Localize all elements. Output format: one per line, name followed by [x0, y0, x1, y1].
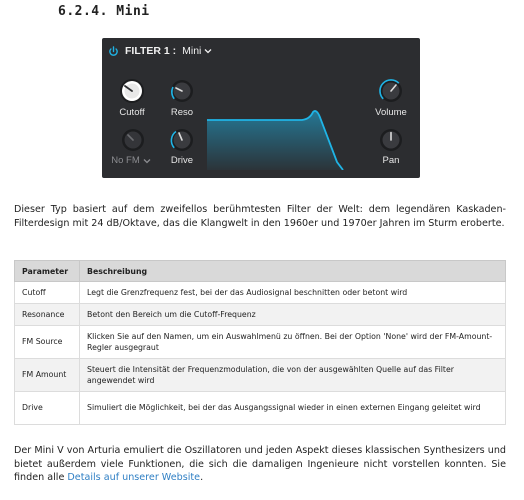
desc-cell: Steuert die Intensität der Frequenzmodulation, die von der ausgewählten Quelle auf das Filter angewendet wird: [80, 359, 506, 392]
fm-amount-knob[interactable]: [121, 128, 145, 152]
outro-paragraph: [14, 444, 506, 485]
desc-cell: Betont den Bereich um die Cutoff-Frequenz: [80, 304, 506, 326]
desc-cell: Simuliert die Möglichkeit, bei der das Ausgangssignal wieder in einen externen Eingang geleitet wird: [80, 392, 506, 425]
power-icon[interactable]: [108, 46, 119, 57]
drive-knob[interactable]: [170, 128, 194, 152]
table-header-row: [15, 261, 506, 282]
param-cell: FM Source: [15, 326, 80, 359]
fm-source-dropdown[interactable]: [106, 155, 156, 166]
volume-label: Volume: [375, 107, 407, 118]
pan-knob[interactable]: [379, 128, 403, 152]
filter-type-label: Mini: [182, 45, 202, 57]
cutoff-label: Cutoff: [119, 107, 145, 118]
reso-label: Reso: [170, 107, 194, 118]
table-row: [15, 326, 506, 359]
filter-title: FILTER 1 :: [125, 45, 177, 57]
pan-label: Pan: [382, 155, 400, 166]
param-cell: Resonance: [15, 304, 80, 326]
chevron-down-icon: [143, 158, 151, 164]
reso-knob[interactable]: [170, 79, 194, 103]
table-row: [15, 392, 506, 425]
chevron-down-icon: [204, 48, 212, 54]
param-cell: Drive: [15, 392, 80, 425]
table-row: [15, 304, 506, 326]
desc-cell: Legt die Grenzfrequenz fest, bei der das Audiosignal beschnitten oder betont wird: [80, 282, 506, 304]
filter-panel: [102, 38, 420, 178]
intro-paragraph: Dieser Typ basiert auf dem zweifellos berühmtesten Filter der Welt: dem legendären Kaskaden-Filterdesign mit 24 dB/Oktave, das die Klangwelt in den 1960er und 1970er Jahren im Sturm eroberte.: [14, 204, 506, 229]
parameter-table: [14, 260, 506, 425]
column-header-description: Beschreibung: [80, 261, 506, 282]
volume-knob[interactable]: [379, 79, 403, 103]
fm-source-label: No FM: [111, 155, 140, 166]
section-heading: 6.2.4. Mini: [58, 4, 150, 19]
param-cell: FM Amount: [15, 359, 80, 392]
website-link[interactable]: Details auf unserer Website: [67, 472, 201, 483]
filter-header: [108, 43, 212, 59]
table-row: [15, 359, 506, 392]
cutoff-knob[interactable]: [119, 78, 145, 104]
outro-text: Der Mini V von Arturia emuliert die Oszillatoren und jeden Aspekt dieses klassischen Synthesizers und bietet außerdem viele Funktionen, die sich die damaligen Ingenieure nicht vorstellen konnten. Sie finden alle: [14, 445, 506, 483]
drive-label: Drive: [170, 155, 194, 166]
outro-end: .: [200, 472, 204, 483]
desc-cell: Klicken Sie auf den Namen, um ein Auswahlmenü zu öffnen. Bei der Option 'None' wird der FM-Amount-Regler ausgegraut: [80, 326, 506, 359]
param-cell: Cutoff: [15, 282, 80, 304]
table-row: [15, 282, 506, 304]
column-header-parameter: Parameter: [15, 261, 80, 282]
filter-type-dropdown[interactable]: [182, 45, 212, 57]
filter-response-curve: [207, 100, 349, 170]
